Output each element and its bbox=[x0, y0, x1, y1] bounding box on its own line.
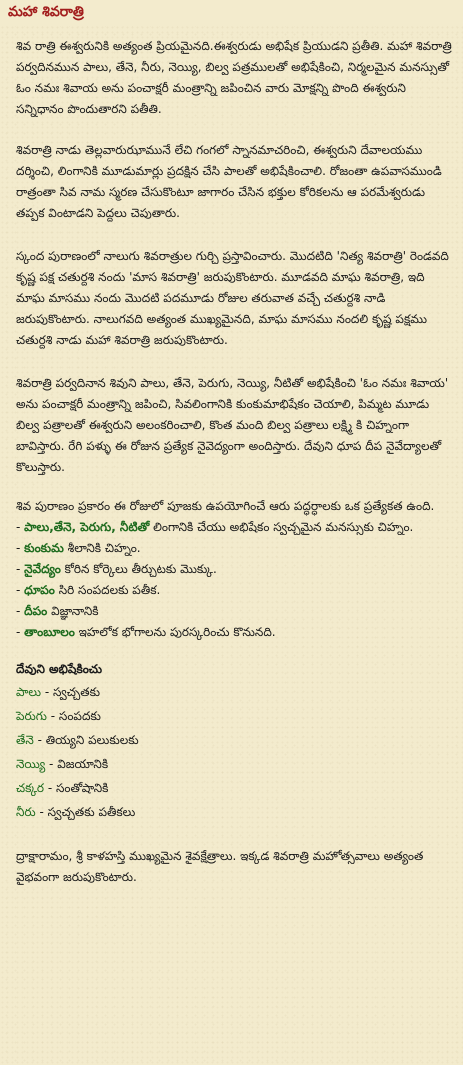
list-item bbox=[16, 538, 456, 559]
list-item-desc: ఇహలోక భోగాలను పురస్కరించు కొనునది. bbox=[74, 625, 276, 639]
list-item-term: దీపం bbox=[24, 604, 48, 618]
list-item-term: కుంకుమ bbox=[24, 541, 64, 555]
list-item-desc: - సంతోషానికి bbox=[44, 781, 109, 795]
list-item-term: నైవేద్యం bbox=[24, 562, 61, 576]
list-item-desc: సిరి సంపదలకు పతీక. bbox=[54, 583, 161, 597]
puja-intro: శివ పురాణం ప్రకారం ఈ రోజులో పూజకు ఉపయోగించే ఆరు పద్ధర్ధాలకు ఒక ప్రత్యేకత ఉంది. bbox=[16, 499, 435, 513]
list-item bbox=[16, 559, 456, 580]
list-bullet: - bbox=[16, 562, 25, 576]
list-item-desc: - స్వచ్చతకు పతీకలు bbox=[35, 805, 136, 819]
list-item-term: పాలు bbox=[16, 685, 42, 699]
paragraph-skanda-purana: స్కంద పురాణంలో నాలుగు శివరాత్రుల గుర్చి ప్రస్తావించారు. మొదటిది 'నిత్య శివరాత్రి' రెండవది కృష్ణ పక్ష చతుర్దశి నందు 'మాస శివరాత్రి' జరుపుకొంటారు. మూడవది మాఘ శివరాత్రి, ఇది మాఘ మాసము నందు మొదటి పదమూడు రోజుల తరువాత వచ్చే చతుర్దశి నాడి జరుపుకొంటారు. నాలుగవది అత్యంత ముఖ్యమైనది, మాఘ మాసము నందలి కృష్ణ పక్షము చతుర్దశి నాడు మహా శివరాత్రి జరుపుకొంటారు. bbox=[16, 249, 449, 347]
list-item bbox=[16, 776, 456, 800]
list-item-term: పెరుగు bbox=[16, 709, 47, 723]
list-item bbox=[16, 601, 456, 622]
list-item-desc: - తియ్యని పలుకులకు bbox=[33, 733, 139, 747]
puja-items-section bbox=[16, 496, 456, 643]
list-item bbox=[16, 704, 456, 728]
list-item-desc: - స్వచ్చతకు bbox=[41, 685, 101, 699]
list-item-desc: కోరిన కోర్కెలు తీర్చుటకు మొక్కు. bbox=[60, 562, 217, 576]
list-item-desc: - విజయానికి bbox=[45, 757, 109, 771]
paragraph-closing: ద్రాక్షారామం, శ్రీ కాళహస్తి ముఖ్యమైన శైవక్షేత్రాలు. ఇక్కడ శివరాత్రి మహోత్సవాలు అత్యంత వైభవంగా జరుపుకొంటారు. bbox=[16, 849, 424, 884]
list-item-term: పాలు,తేనె, పెరుగు, నీటితో bbox=[24, 520, 150, 534]
list-item-desc: శీలానికి చిహ్నం. bbox=[63, 541, 141, 555]
list-item bbox=[16, 728, 456, 752]
list-item-desc: - సంపదకు bbox=[46, 709, 101, 723]
list-item-term: తాంబూలం bbox=[24, 625, 75, 639]
list-item bbox=[16, 517, 456, 538]
list-bullet: - bbox=[16, 625, 25, 639]
list-item-term: నీరు bbox=[16, 805, 36, 819]
list-item bbox=[16, 800, 456, 824]
list-item-term: చక్కర bbox=[16, 781, 45, 795]
paragraph-rituals: శివరాత్రి నాడు తెల్లవారుఝామునే లేచి గంగలో స్నానమాచరించి, ఈశ్వరుని దేవాలయము దర్శించి, లింగానికి మూడుమార్లు ప్రదక్షిన చేసి పాలతో అభిషేకించాలి. రోజంతా ఉపవాసముండి రాత్రంతా సివ నామ స్మరణ చేసుకొంటూ జాగారం చేసిన భక్తుల కోరికలను ఆ పరమేశ్వరుడు తప్పక వింటాడని పెద్దలు చెపుతారు. bbox=[16, 143, 442, 220]
list-item bbox=[16, 622, 456, 643]
list-bullet: - bbox=[16, 583, 25, 597]
list-item-desc: లింగానికి చేయు అభిషేకం స్వచ్చమైన మనస్సుకు చిహ్నం. bbox=[149, 520, 414, 534]
title-bar bbox=[0, 0, 463, 26]
list-item-desc: విజ్ఞానానికి bbox=[47, 604, 99, 618]
list-item-term: తేనె bbox=[16, 733, 34, 747]
list-bullet: - bbox=[16, 520, 25, 534]
list-item bbox=[16, 580, 456, 601]
page-title: మహా శివరాత్రి bbox=[8, 4, 84, 20]
list-bullet: - bbox=[16, 541, 25, 555]
offerings-section bbox=[16, 658, 456, 824]
paragraph-intro: శివ రాత్రి ఈశ్వరునికి అత్యంత ప్రియమైనది.ఈశ్వరుడు అభిషేక ప్రియుడని ప్రతీతి. మహా శివరాత్రి పర్వదినమున పాలు, తేనె, నీరు, నెయ్యి, బిల్వ పత్రములతో అభిషేకించి, నిర్మలమైన మనస్సుతో ఓం నమః శివాయ అను పంచాక్షరీ మంత్రాన్ని జపించిన వారు మోక్షన్ని పొంది ఈశ్వరుని సన్నిధానం పొందుతారని పతీతి. bbox=[16, 39, 452, 116]
list-item bbox=[16, 680, 456, 704]
list-bullet: - bbox=[16, 604, 25, 618]
list-item-term: నెయ్యి bbox=[16, 757, 46, 771]
paragraph-abhishekam: శివరాత్రి పర్వదినాన శివుని పాలు, తేనె, పెరుగు, నెయ్యి, నీటితో అభిషేకించి 'ఓం నమః శివాయ' అను పంచాక్షరీ మంత్రాన్ని జపించి, సివలింగానికి కుంకుమాభిషేకం చెయాలి, పిమ్మట మూడు బిల్వ పత్రాలతో ఈశ్వరుని అలంకరించాలి, కొంత మంది బిల్వ పత్రాలు లక్ష్మి కి చిహ్నంగా బావిస్తారు. రేగి పళ్ళు ఈ రోజున ప్రత్యేక నైవెద్యంగా అందిస్తారు. దేవుని ధూప దీప నైవేద్యాలతో కొలుస్తారు. bbox=[16, 376, 449, 474]
offerings-heading: దేవుని అభిషేకించు bbox=[16, 662, 103, 676]
list-item bbox=[16, 752, 456, 776]
article-body bbox=[16, 36, 456, 888]
list-item-term: ధూపం bbox=[24, 583, 55, 597]
